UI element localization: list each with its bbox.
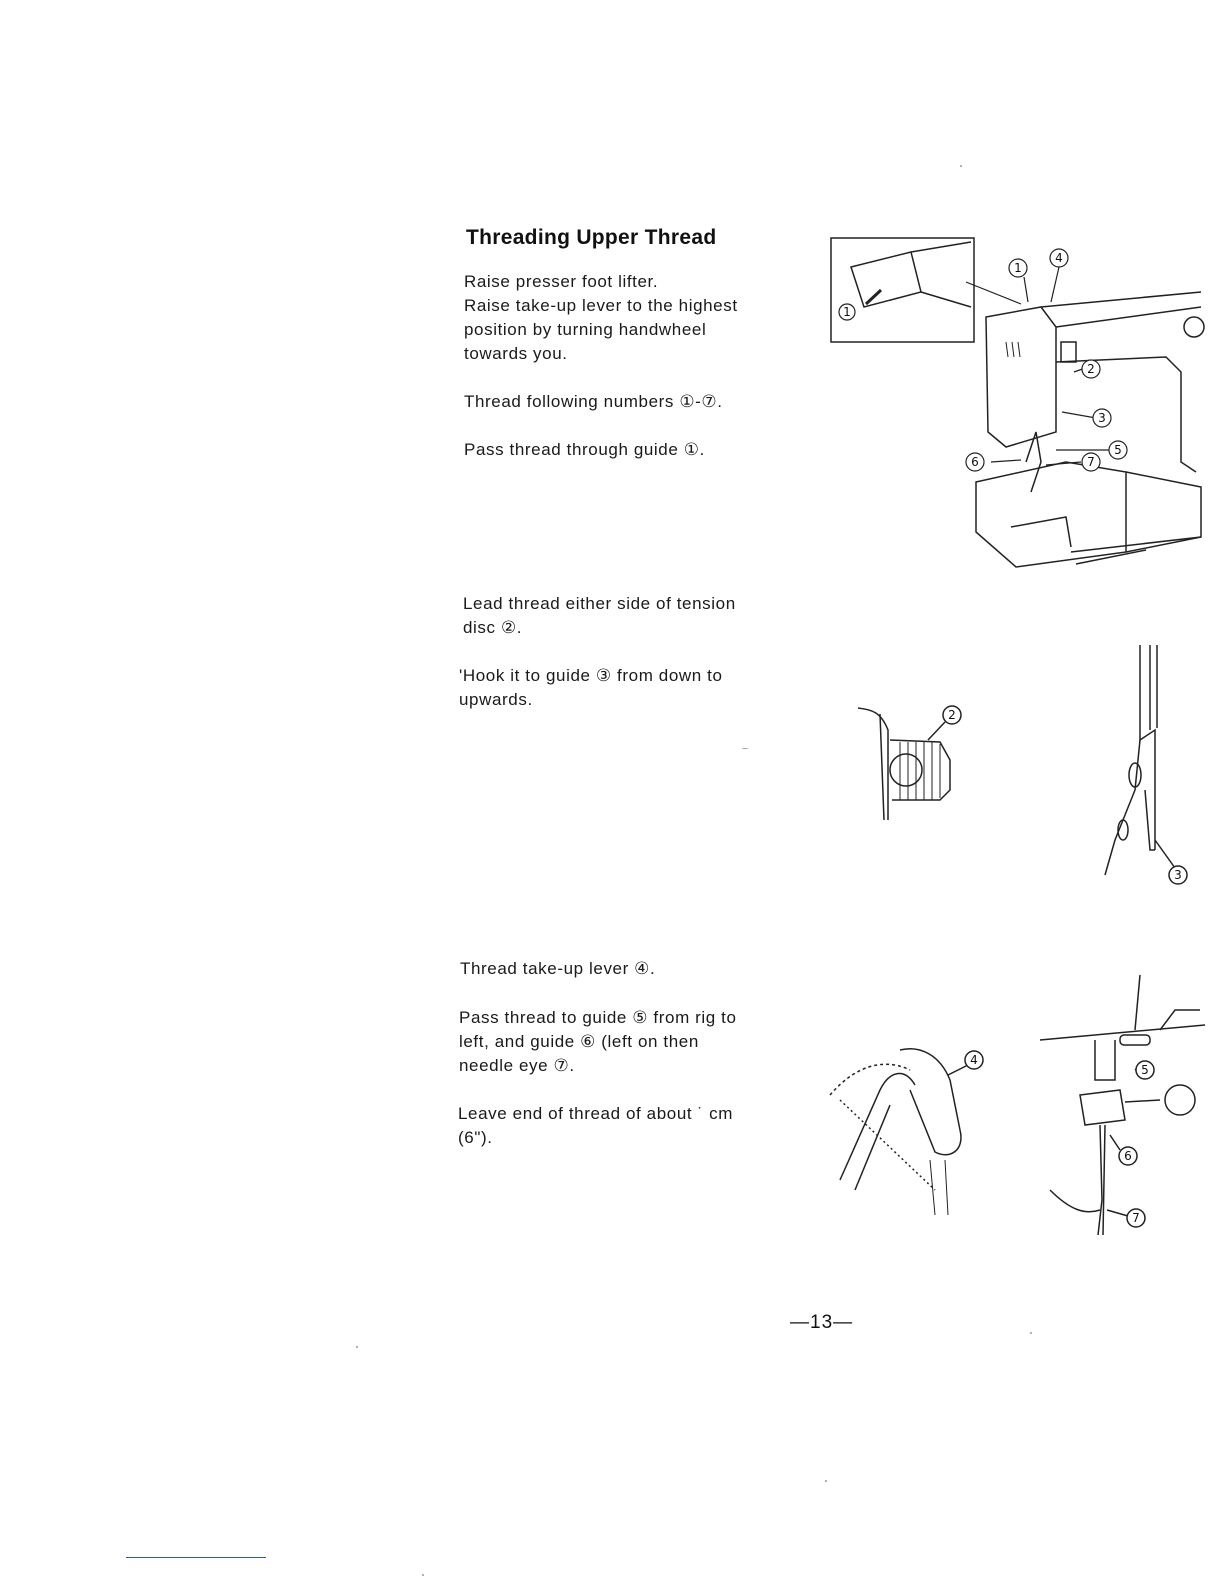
scan-speck — [422, 1574, 424, 1576]
callout-5-detail: 5 — [1141, 1063, 1149, 1077]
tension-disc-illustration — [850, 700, 970, 830]
section-title: Threading Upper Thread — [466, 226, 717, 249]
step-thread-end: Leave end of thread of about ˙ cm (6"). — [458, 1104, 733, 1147]
scan-speck — [960, 165, 962, 167]
step-guide-3: 'Hook it to guide ③ from down to upwards. — [459, 666, 723, 709]
callout-1-inset: 1 — [843, 305, 851, 319]
callout-5: 5 — [1114, 443, 1122, 457]
callout-6-detail: 6 — [1124, 1149, 1132, 1163]
callout-3: 3 — [1098, 411, 1106, 425]
scan-speck — [742, 748, 748, 749]
machine-threading-illustration — [826, 232, 1206, 572]
callout-2-detail: 2 — [948, 708, 956, 722]
page-number: —13— — [790, 1312, 854, 1333]
step-guide-1: Pass thread through guide ①. — [464, 440, 705, 459]
take-up-lever-illustration — [820, 1040, 990, 1220]
scan-speck — [356, 1346, 358, 1348]
callout-3-detail: 3 — [1174, 868, 1182, 882]
callout-4-detail: 4 — [970, 1053, 978, 1067]
step-tension-disc: Lead thread either side of tension disc ②. — [463, 594, 736, 637]
callout-2: 2 — [1087, 362, 1095, 376]
needle-threading-illustration — [1040, 970, 1210, 1240]
step-guide-5-6: Pass thread to guide ⑤ from rig to left, and guide ⑥ (left on then needle eye ⑦. — [459, 1008, 737, 1075]
callout-7: 7 — [1087, 455, 1095, 469]
callout-1: 1 — [1014, 261, 1022, 275]
thread-guide-3-illustration — [1095, 640, 1205, 890]
step-raise-lifter — [464, 270, 774, 366]
callout-6: 6 — [971, 455, 979, 469]
callout-7-detail: 7 — [1132, 1211, 1140, 1225]
step-take-up-lever: Thread take-up lever ④. — [460, 959, 656, 978]
step-text-1: Raise presser foot lifter. — [464, 272, 659, 291]
scan-speck — [825, 1480, 827, 1482]
step-text-2: Raise take-up lever to the highest position by turning handwheel towards you. — [464, 296, 738, 363]
callout-4: 4 — [1055, 251, 1063, 265]
footer-rule — [126, 1557, 266, 1558]
scan-speck — [1030, 1332, 1032, 1334]
step-thread-numbers: Thread following numbers ①-⑦. — [464, 392, 723, 411]
